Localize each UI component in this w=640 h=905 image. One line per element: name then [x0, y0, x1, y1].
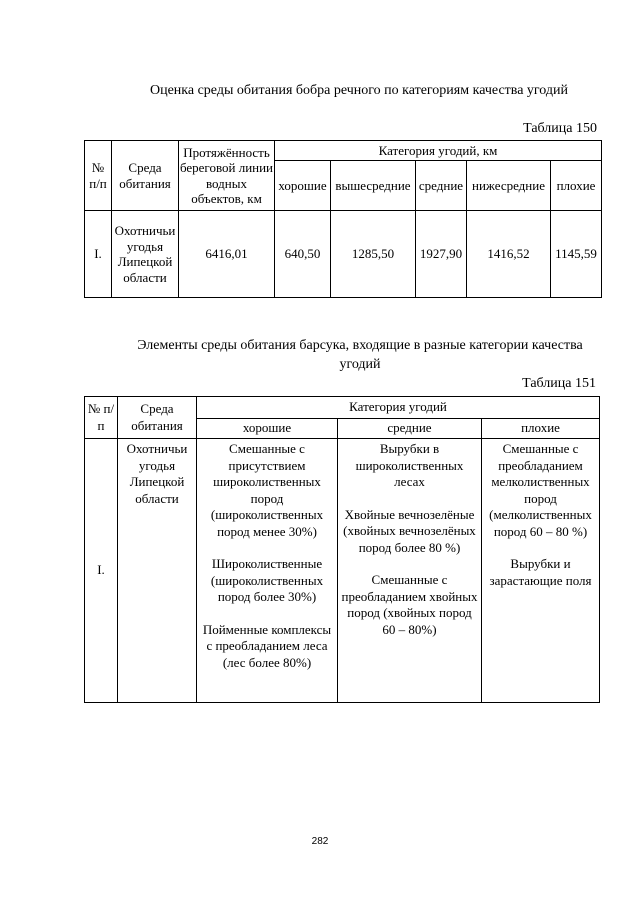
cell-num: I. — [85, 439, 118, 703]
cell-poor — [482, 439, 600, 703]
poor-item-2: Вырубки и зарастающие поля — [489, 556, 592, 588]
header-length: Протяжённость береговой линии водных объектов, км — [179, 141, 275, 211]
page-number: 282 — [311, 836, 329, 847]
cell-above-avg: 1285,50 — [331, 211, 416, 298]
avg-item-1: Вырубки в широколиственных лесах — [355, 441, 464, 489]
cell-num: I. — [85, 211, 112, 298]
table-row — [85, 439, 600, 703]
cell-poor: 1145,59 — [551, 211, 602, 298]
avg-item-3: Смешанные с преобладанием хвойных пород (хвойных пород 60 – 80%) — [341, 572, 478, 637]
table-row — [85, 211, 602, 298]
table151-caption: Таблица 151 — [522, 376, 596, 391]
header-good: хорошие — [197, 419, 338, 439]
table151-title: Элементы среды обитания барсука, входящие в разные категории качества угодий — [137, 338, 583, 372]
header-category: Категория угодий — [197, 397, 600, 419]
cell-below-avg: 1416,52 — [467, 211, 551, 298]
header-category: Категория угодий, км — [275, 141, 602, 161]
header-below-avg: нижесредние — [467, 161, 551, 211]
header-habitat: Среда обитания — [112, 141, 179, 211]
cell-habitat: Охотничьи угодья Липецкой области — [112, 211, 179, 298]
poor-item-1: Смешанные с преобладанием мелколиственных пород (мелколиственных пород 60 – 80 %) — [489, 441, 592, 539]
cell-avg — [338, 439, 482, 703]
header-avg: средние — [338, 419, 482, 439]
avg-item-2: Хвойные вечнозелёные (хвойных вечнозелёных пород более 80 %) — [343, 506, 476, 555]
header-poor: плохие — [551, 161, 602, 211]
cell-habitat: Охотничьи угодья Липецкой области — [118, 439, 197, 703]
cell-avg: 1927,90 — [416, 211, 467, 298]
header-poor: плохие — [482, 419, 600, 439]
cell-good — [197, 439, 338, 703]
cell-length: 6416,01 — [179, 211, 275, 298]
header-num: № п/п — [85, 141, 112, 211]
cell-good: 640,50 — [275, 211, 331, 298]
header-habitat: Среда обитания — [118, 397, 197, 439]
header-good: хорошие — [275, 161, 331, 211]
header-avg: средние — [416, 161, 467, 211]
table-151 — [84, 396, 600, 703]
good-item-3: Пойменные комплексы с преобладанием леса (лес более 80%) — [202, 621, 332, 670]
header-num: № п/п — [85, 397, 118, 439]
header-above-avg: вышесредние — [331, 161, 416, 211]
good-item-2: Широколиственные (широколиственных пород более 30%) — [210, 556, 324, 604]
good-item-1: Смешанные с присутствием широколиственных пород (широколиственных пород менее 30%) — [210, 441, 324, 539]
table150-caption: Таблица 150 — [523, 121, 597, 136]
table-150 — [84, 140, 602, 298]
table150-title: Оценка среды обитания бобра речного по категориям качества угодий — [149, 83, 569, 98]
